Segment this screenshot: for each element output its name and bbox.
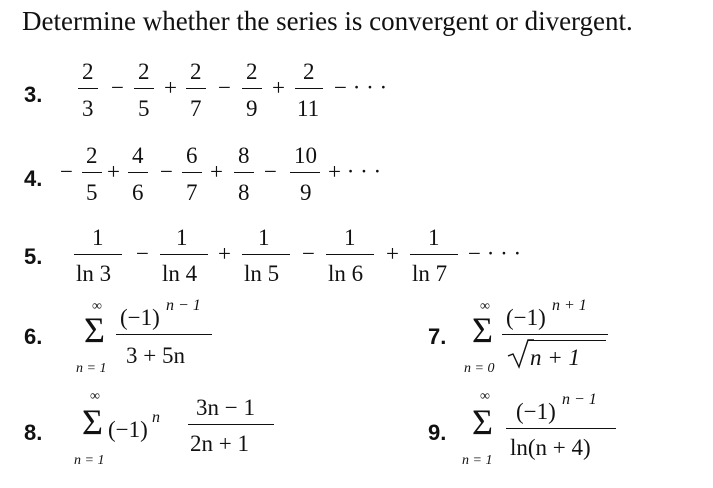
instructions-heading: Determine whether the series is convergent or divergent.	[22, 6, 633, 36]
exponent: n − 1	[166, 297, 201, 314]
fraction-numerator: 1	[176, 225, 188, 250]
fraction-denominator: 7	[186, 180, 198, 205]
fraction-denominator: 3 + 5n	[126, 343, 185, 368]
fraction-numerator: 4	[132, 143, 144, 168]
fraction-denominator: ln 6	[328, 261, 364, 286]
fraction-numerator: (−1)	[506, 305, 546, 330]
fraction-denominator: 9	[300, 180, 312, 205]
fraction-numerator: 2	[138, 59, 150, 84]
alternating-factor: (−1)	[108, 417, 148, 442]
fraction-denominator: ln 7	[412, 261, 448, 286]
sigma-symbol: Σ	[84, 310, 105, 350]
problem-label: 4.	[24, 166, 43, 191]
fraction-denominator: 2n + 1	[190, 431, 249, 456]
problem-label: 3.	[24, 82, 43, 107]
exponent: n + 1	[552, 297, 587, 314]
operator: +	[210, 159, 223, 184]
operator: −	[218, 75, 231, 100]
problem-label: 6.	[24, 324, 43, 349]
fraction-numerator: 3n − 1	[196, 395, 255, 420]
fraction-numerator: 2	[246, 59, 258, 84]
operator: −	[160, 159, 173, 184]
fraction-denominator: ln 4	[162, 261, 198, 286]
fraction-numerator: 1	[92, 225, 104, 250]
fraction-numerator: 8	[238, 143, 250, 168]
sigma-symbol: Σ	[472, 402, 493, 442]
operator: +	[386, 241, 399, 266]
sum-lower-limit: n = 1	[462, 453, 493, 468]
operator: + · · ·	[328, 159, 382, 184]
fraction-denominator: ln 5	[244, 261, 280, 286]
fraction-numerator: 1	[344, 225, 356, 250]
fraction-denominator: 6	[132, 180, 144, 205]
fraction-numerator: 10	[294, 143, 317, 168]
fraction-denominator: 8	[238, 180, 250, 205]
fraction-denominator: n + 1	[530, 345, 581, 370]
fraction-numerator: 2	[190, 59, 202, 84]
fraction-numerator: 6	[186, 143, 198, 168]
fraction-numerator: (−1)	[120, 305, 160, 330]
fraction-denominator: 5	[86, 180, 98, 205]
problem-label: 5.	[24, 244, 43, 269]
operator: −	[136, 241, 149, 266]
fraction-numerator: 2	[303, 59, 315, 84]
problem-label: 8.	[24, 420, 43, 445]
problem-label: 9.	[428, 420, 447, 445]
operator: −	[111, 75, 124, 100]
sum-upper-limit: ∞	[90, 389, 100, 404]
operator: +	[164, 75, 177, 100]
operator: −	[60, 159, 73, 184]
fraction-numerator: 1	[258, 225, 270, 250]
sum-lower-limit: n = 1	[74, 453, 105, 468]
operator: +	[272, 75, 285, 100]
fraction-denominator: ln(n + 4)	[510, 435, 591, 460]
fraction-denominator: 3	[82, 96, 94, 121]
sum-upper-limit: ∞	[480, 389, 490, 404]
fraction-denominator: 7	[190, 96, 202, 121]
exponent: n − 1	[562, 391, 597, 408]
sigma-symbol: Σ	[82, 402, 103, 442]
operator: −	[302, 241, 315, 266]
fraction-denominator: 11	[297, 96, 320, 121]
fraction-numerator: (−1)	[516, 399, 556, 424]
sum-upper-limit: ∞	[92, 299, 102, 314]
fraction-denominator: ln 3	[76, 261, 112, 286]
operator: − · · ·	[334, 75, 388, 100]
fraction-numerator: 1	[428, 225, 440, 250]
fraction-denominator: 5	[138, 96, 150, 121]
fraction-denominator: 9	[246, 96, 258, 121]
operator: −	[264, 159, 277, 184]
fraction-numerator: 2	[82, 59, 94, 84]
sum-lower-limit: n = 0	[464, 361, 495, 376]
operator: − · · ·	[468, 241, 522, 266]
exponent: n	[152, 409, 160, 426]
operator: +	[218, 241, 231, 266]
fraction-numerator: 2	[86, 143, 98, 168]
sigma-symbol: Σ	[472, 310, 493, 350]
sum-lower-limit: n = 1	[76, 361, 107, 376]
operator: +	[107, 159, 120, 184]
problem-label: 7.	[428, 324, 447, 349]
sum-upper-limit: ∞	[480, 299, 490, 314]
